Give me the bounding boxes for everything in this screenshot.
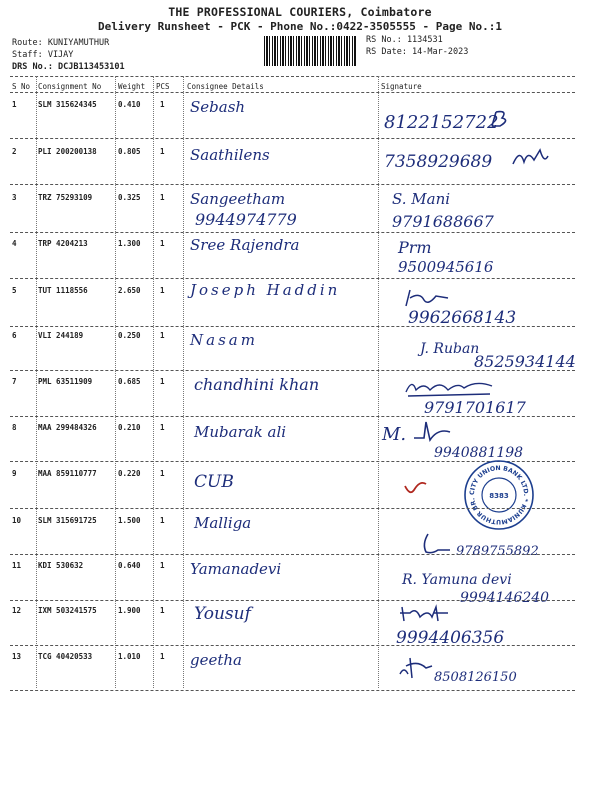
- row-pcs: 1: [160, 469, 165, 478]
- row-pcs: 1: [160, 286, 165, 295]
- row-sno: 7: [12, 377, 17, 386]
- signature-scribble: [398, 603, 452, 625]
- column-divider: [115, 76, 116, 688]
- row-sno: 12: [12, 606, 22, 615]
- row-sno: 11: [12, 561, 22, 570]
- row-weight: 0.220: [118, 469, 141, 478]
- row-pcs: 1: [160, 606, 165, 615]
- signature-scribble: [402, 286, 452, 310]
- signature-phone: 9994146240: [460, 590, 550, 606]
- row-pcs: 1: [160, 331, 165, 340]
- staff-label: Staff: VIJAY: [12, 50, 74, 60]
- header-bottom-rule: [10, 92, 575, 93]
- row-pcs: 1: [160, 561, 165, 570]
- row-consignment: PML 63511909: [38, 377, 93, 386]
- table-top-rule: [10, 76, 575, 77]
- consignee-handwriting: Sebash: [190, 98, 246, 116]
- row-weight: 1.500: [118, 516, 141, 525]
- svg-text:CITY UNION BANK LTD. * KUNIAMU: CITY UNION BANK LTD. * KUNIAMUTHUR BR.: [468, 464, 530, 526]
- row-consignment: PLI 200200138: [38, 147, 97, 156]
- column-divider: [378, 76, 379, 688]
- row-consignment: VLI 244189: [38, 331, 84, 340]
- row-weight: 0.805: [118, 147, 141, 156]
- row-pcs: 1: [160, 147, 165, 156]
- drs-number: DRS No.: DCJB113453101: [12, 62, 125, 72]
- consignee-handwriting: Mubarak ali: [194, 423, 287, 441]
- signature-phone: 9940881198: [434, 445, 524, 461]
- signature-phone: 8122152722: [384, 112, 499, 133]
- row-weight: 1.010: [118, 652, 141, 661]
- consignee-handwriting: geetha: [190, 651, 242, 669]
- consignee-handwriting: Sangeetham: [190, 190, 286, 208]
- row-sno: 10: [12, 516, 22, 525]
- row-divider: [10, 600, 575, 601]
- row-weight: 0.640: [118, 561, 141, 570]
- row-sno: 4: [12, 239, 17, 248]
- row-consignment: SLM 315624345: [38, 100, 97, 109]
- consignee-handwriting: Nasam: [190, 331, 258, 349]
- bank-stamp: [462, 458, 536, 532]
- row-consignment: SLM 315691725: [38, 516, 97, 525]
- runsheet-title: THE PROFESSIONAL COURIERS, Coimbatore: [168, 5, 432, 19]
- signature-phone: 8525934144: [474, 352, 576, 371]
- row-consignment: KDI 530632: [38, 561, 84, 570]
- signature-phone: 9789755892: [456, 544, 539, 559]
- row-divider: [10, 232, 575, 233]
- row-pcs: 1: [160, 516, 165, 525]
- signature-scribble: [510, 146, 552, 172]
- signature-scribble: [410, 418, 454, 446]
- row-pcs: 1: [160, 652, 165, 661]
- rs-date: RS Date: 14-Mar-2023: [366, 47, 469, 57]
- row-divider: [10, 645, 575, 646]
- runsheet-subtitle: Delivery Runsheet - PCK - Phone No.:0422-3505555 - Page No.:1: [98, 20, 502, 33]
- signature-scribble: [488, 108, 518, 130]
- row-weight: 0.210: [118, 423, 141, 432]
- signature-name: J. Ruban: [420, 341, 480, 357]
- row-weight: 0.410: [118, 100, 141, 109]
- signature-phone: 9791688667: [392, 212, 494, 231]
- col-header-weight: Weight: [118, 82, 146, 91]
- row-divider: [10, 508, 575, 509]
- row-pcs: 1: [160, 193, 165, 202]
- row-pcs: 1: [160, 239, 165, 248]
- row-consignment: IXM 503241575: [38, 606, 97, 615]
- consignee-handwriting: Sree Rajendra: [190, 236, 300, 254]
- row-divider: [10, 416, 575, 417]
- row-sno: 9: [12, 469, 17, 478]
- col-header-consignee: Consignee Details: [187, 82, 264, 91]
- signature-phone: 9500945616: [398, 258, 494, 276]
- barcode: [264, 36, 356, 66]
- row-sno: 2: [12, 147, 17, 156]
- row-weight: 2.650: [118, 286, 141, 295]
- col-header-pcs: PCS: [156, 82, 170, 91]
- signature-name: Prm: [398, 238, 432, 257]
- consignee-handwriting: CUB: [194, 472, 234, 492]
- row-divider: [10, 326, 575, 327]
- row-consignment: MAA 299484326: [38, 423, 97, 432]
- signature-phone: 9994406356: [396, 628, 505, 648]
- column-divider: [183, 76, 184, 688]
- signature-name: R. Yamuna devi: [402, 572, 512, 588]
- route-label: Route: KUNIYAMUTHUR: [12, 38, 110, 48]
- row-consignment: TRZ 75293109: [38, 193, 93, 202]
- row-consignment: TCG 40420533: [38, 652, 93, 661]
- row-divider: [10, 138, 575, 139]
- signature-phone: 8508126150: [434, 670, 517, 685]
- row-divider: [10, 370, 575, 371]
- tick-mark: [402, 478, 428, 500]
- row-divider: [10, 554, 575, 555]
- signature-phone: 9962668143: [408, 308, 517, 328]
- row-pcs: 1: [160, 100, 165, 109]
- row-sno: 8: [12, 423, 17, 432]
- consignee-handwriting: Yousuf: [194, 604, 251, 624]
- rs-number: RS No.: 1134531: [366, 35, 443, 45]
- row-divider: [10, 184, 575, 185]
- consignee-phone: 9944974779: [195, 210, 297, 229]
- row-sno: 13: [12, 652, 22, 661]
- signature-scribble: [402, 376, 496, 398]
- row-divider: [10, 690, 575, 691]
- row-consignment: MAA 859110777: [38, 469, 97, 478]
- row-sno: 6: [12, 331, 17, 340]
- col-header-signature: Signature: [381, 82, 422, 91]
- svg-text:8383: 8383: [489, 492, 509, 500]
- signature-phone: 7358929689: [384, 152, 493, 172]
- signature-scribble: [418, 530, 454, 556]
- consignee-handwriting: chandhini khan: [194, 375, 320, 394]
- consignee-handwriting: Joseph Haddin: [190, 281, 341, 299]
- row-weight: 0.250: [118, 331, 141, 340]
- row-pcs: 1: [160, 423, 165, 432]
- signature-name: M.: [382, 424, 407, 445]
- col-header-consignment: Consignment No: [38, 82, 102, 91]
- signature-scribble: [396, 652, 436, 682]
- signature-phone: 9791701617: [424, 398, 526, 417]
- signature-name: S. Mani: [392, 190, 451, 208]
- consignee-handwriting: Malliga: [194, 514, 252, 532]
- row-pcs: 1: [160, 377, 165, 386]
- consignee-handwriting: Saathilens: [190, 146, 270, 164]
- row-sno: 3: [12, 193, 17, 202]
- row-sno: 5: [12, 286, 17, 295]
- column-divider: [153, 76, 154, 688]
- column-divider: [36, 76, 37, 688]
- col-header-sno: S No: [12, 82, 31, 91]
- row-weight: 0.325: [118, 193, 141, 202]
- row-weight: 0.685: [118, 377, 141, 386]
- row-sno: 1: [12, 100, 17, 109]
- consignee-handwriting: Yamanadevi: [190, 560, 282, 578]
- row-weight: 1.300: [118, 239, 141, 248]
- row-weight: 1.900: [118, 606, 141, 615]
- row-consignment: TRP 4204213: [38, 239, 88, 248]
- row-consignment: TUT 1118556: [38, 286, 88, 295]
- row-divider: [10, 278, 575, 279]
